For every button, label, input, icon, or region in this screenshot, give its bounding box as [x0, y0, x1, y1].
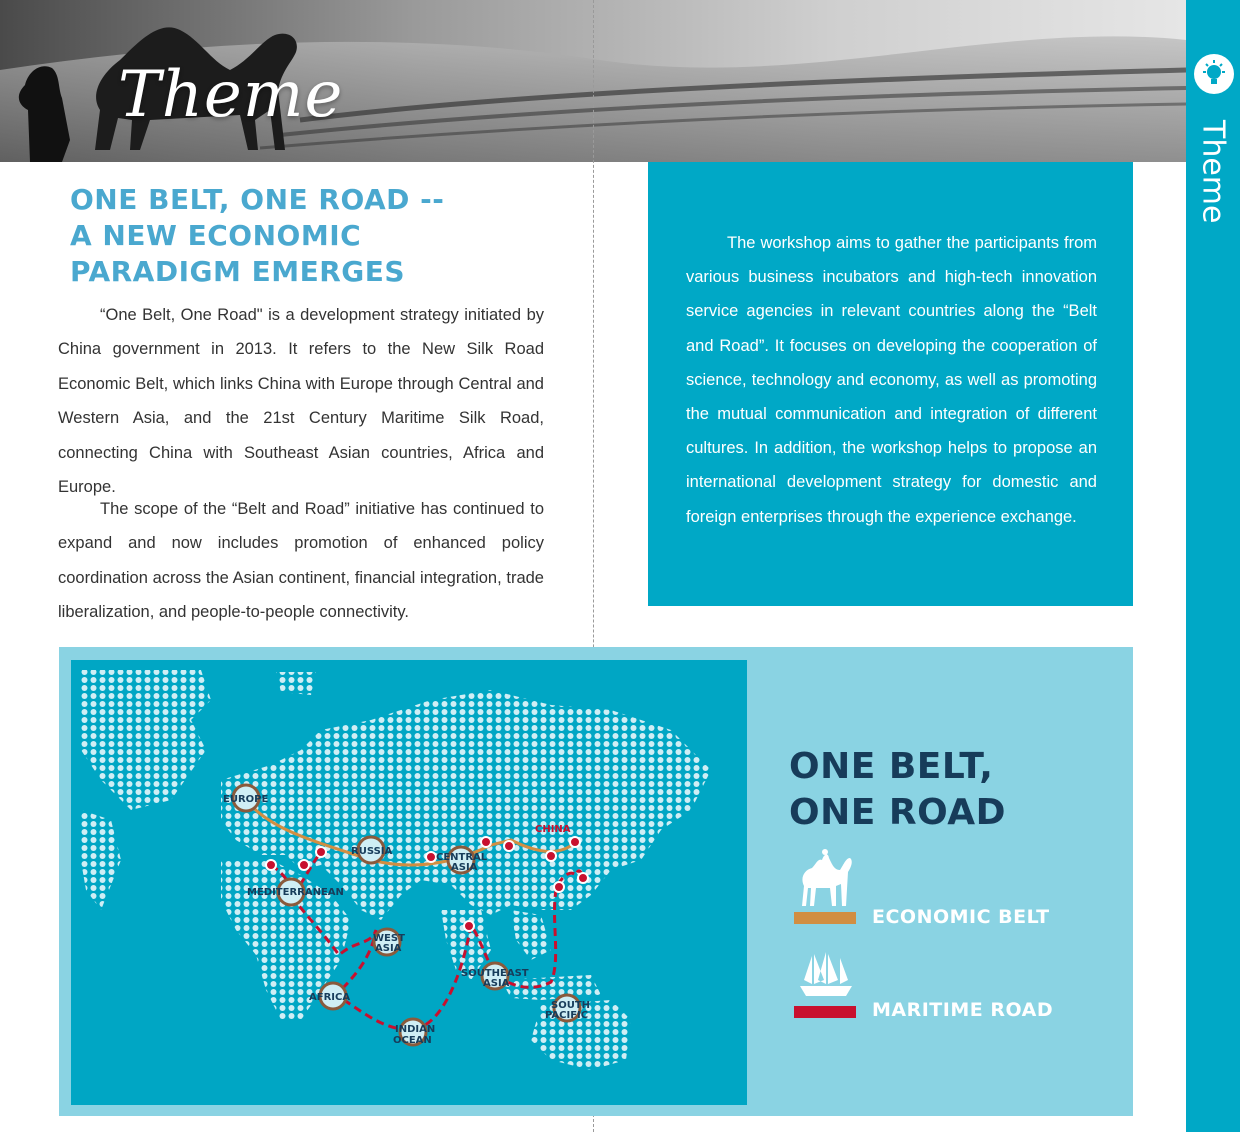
route-stop	[554, 882, 564, 892]
heading-line: ONE BELT, ONE ROAD --	[70, 183, 445, 216]
heading-line: PARADIGM EMERGES	[70, 255, 406, 288]
route-stop	[570, 837, 580, 847]
workshop-text: The workshop aims to gather the participants from various business incubators and high-tech innovation service agencies in relevant countries along the “Belt and Road”. It focuses on developing the cooperation of science, technology and economy, as well as promoting the mutual communication and integration of different cultures. In addition, the workshop helps to propose an international development strategy for domestic and foreign enterprises through the experience exchange.	[686, 234, 1097, 526]
paragraph-intro: “One Belt, One Road" is a development strategy initiated by China government in 2013. It refers to the New Silk Road Economic Belt, which links China with Europe through Central and Western Asia, and the 21st Century Maritime Silk Road, connecting China with Southeast Asian countries, Africa and Europe.	[58, 306, 544, 497]
label-west-asia: ASIA	[375, 943, 402, 954]
route-stop	[266, 860, 276, 870]
banner-title: Theme	[118, 58, 344, 132]
workshop-box	[648, 162, 1133, 606]
heading-line: A NEW ECONOMIC	[70, 219, 362, 252]
article-heading	[70, 182, 540, 290]
legend-title-line: ONE BELT,	[789, 746, 994, 787]
camel-icon	[798, 848, 854, 913]
economic-belt-label: ECONOMIC BELT	[872, 906, 1050, 928]
route-stop	[578, 873, 588, 883]
route-stop	[426, 852, 436, 862]
label-central-asia: CENTRAL	[436, 852, 488, 863]
side-tab-label: Theme	[1195, 120, 1231, 224]
label-southeast-asia: SOUTHEAST	[461, 968, 529, 979]
lightbulb-icon	[1194, 54, 1234, 94]
route-stop	[504, 841, 514, 851]
label-china: CHINA	[535, 824, 571, 835]
paragraph-scope: The scope of the “Belt and Road” initiative has continued to expand and now includes promotion of enhanced policy coordination across the Asian continent, financial integration, trade liberalization, and people-to-people connectivity.	[58, 500, 544, 622]
label-russia: RUSSIA	[351, 846, 393, 857]
ship-icon	[798, 950, 854, 1003]
label-indian-ocean: INDIAN	[395, 1024, 436, 1035]
legend-title	[789, 744, 1006, 836]
label-indian-ocean: OCEAN	[393, 1035, 432, 1046]
label-south-pacific: PACIFIC	[545, 1010, 589, 1021]
route-map	[71, 660, 747, 1105]
route-stop	[546, 851, 556, 861]
route-stop	[316, 847, 326, 857]
label-southeast-asia: ASIA	[483, 978, 510, 989]
label-west-asia: WEST	[373, 933, 405, 944]
label-africa: AFRICA	[309, 992, 351, 1003]
route-stop	[299, 860, 309, 870]
maritime-road-swatch	[794, 1006, 856, 1018]
label-europe: EUROPE	[223, 794, 269, 805]
legend-title-line: ONE ROAD	[789, 792, 1006, 833]
economic-belt-swatch	[794, 912, 856, 924]
route-stop	[464, 921, 474, 931]
label-central-asia: ASIA	[451, 862, 478, 873]
route-stop	[481, 837, 491, 847]
label-south-pacific: SOUTH	[551, 1000, 591, 1011]
label-mediterranean: MEDITERRANEAN	[247, 887, 344, 898]
maritime-road-label: MARITIME ROAD	[872, 999, 1054, 1021]
